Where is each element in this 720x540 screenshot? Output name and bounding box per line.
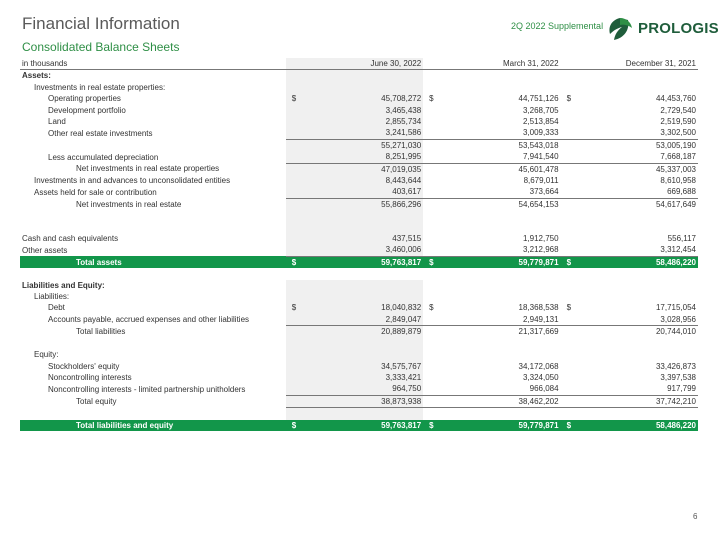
cell-value: 59,763,817 xyxy=(318,256,423,268)
row-label: Noncontrolling interests xyxy=(48,372,132,382)
cell-value: 3,009,333 xyxy=(455,127,560,139)
section-heading-row xyxy=(20,70,698,82)
cell-value: 45,337,003 xyxy=(655,164,696,174)
row-label: Land xyxy=(48,117,66,127)
row-label: Noncontrolling interests - limited partnership unitholders xyxy=(48,384,246,394)
spacer-row xyxy=(20,268,698,279)
currency-symbol: $ xyxy=(286,93,318,104)
cell-value: 3,312,454 xyxy=(593,244,698,256)
cell-value: 8,443,644 xyxy=(318,175,423,186)
row-label: Total liabilities and equity xyxy=(20,420,286,431)
cell-value: 7,941,540 xyxy=(455,151,560,163)
cell-value: 55,866,296 xyxy=(318,198,423,210)
cell-value: 964,750 xyxy=(318,383,423,395)
section-heading: Liabilities and Equity: xyxy=(22,280,105,290)
subsection-heading: Investments in real estate properties: xyxy=(34,82,166,92)
cell-value: 2,849,047 xyxy=(318,314,423,326)
cell-value: 33,426,873 xyxy=(655,361,696,371)
page-number: 6 xyxy=(693,512,698,521)
table-row xyxy=(20,127,698,139)
spacer-row xyxy=(20,222,698,233)
subsection-heading-row xyxy=(20,349,698,360)
currency-symbol: $ xyxy=(286,256,318,268)
table-row xyxy=(20,139,698,151)
cell-value: 53,543,018 xyxy=(518,140,559,150)
table-row xyxy=(20,175,698,186)
cell-value: 8,679,011 xyxy=(523,176,559,186)
cell-value: 53,005,190 xyxy=(655,140,696,150)
prologis-leaf-icon xyxy=(606,16,634,42)
currency-symbol: $ xyxy=(561,420,593,431)
currency-symbol: $ xyxy=(286,420,318,431)
cell-value: 3,302,500 xyxy=(593,127,698,139)
table-row xyxy=(20,244,698,256)
spacer-row xyxy=(20,210,698,221)
cell-value: 44,751,126 xyxy=(518,94,559,104)
cell-value: 3,397,538 xyxy=(660,372,696,382)
cell-value: 34,172,068 xyxy=(518,361,559,371)
section-heading: Assets: xyxy=(22,71,51,81)
cell-value: 966,084 xyxy=(455,383,560,395)
cell-value: 2,949,131 xyxy=(455,314,560,326)
row-label: Assets held for sale or contribution xyxy=(34,187,157,197)
spacer-row xyxy=(20,338,698,349)
row-label: Other real estate investments xyxy=(48,128,153,138)
cell-value: 8,251,995 xyxy=(318,151,423,163)
cell-value: 3,333,421 xyxy=(318,372,423,383)
cell-value: 437,515 xyxy=(318,233,423,244)
currency-symbol: $ xyxy=(561,256,593,268)
cell-value: 38,873,938 xyxy=(318,395,423,407)
row-label: Debt xyxy=(48,303,65,313)
cell-value: 3,324,050 xyxy=(522,372,559,382)
column-header: December 31, 2021 xyxy=(593,58,698,70)
cell-value: 54,617,649 xyxy=(655,199,696,209)
cell-value: 37,742,210 xyxy=(593,395,698,407)
total-liabilities-equity-row xyxy=(20,420,698,431)
column-header: March 31, 2022 xyxy=(455,58,560,70)
cell-value: 373,664 xyxy=(455,186,560,198)
table-row xyxy=(20,372,698,383)
currency-symbol: $ xyxy=(566,303,572,313)
cell-value: 2,855,734 xyxy=(318,116,423,127)
table-row xyxy=(20,163,698,175)
cell-value: 7,668,187 xyxy=(593,151,698,163)
cell-value: 1,912,750 xyxy=(522,234,559,244)
table-row xyxy=(20,198,698,210)
cell-value: 38,462,202 xyxy=(455,395,560,407)
subsection-heading-row xyxy=(20,291,698,302)
table-row xyxy=(20,116,698,127)
brand-name: PROLOGIS xyxy=(638,20,719,37)
cell-value: 59,763,817 xyxy=(318,420,423,431)
row-label: Total assets xyxy=(20,256,286,268)
table-row xyxy=(20,314,698,326)
row-label: Net investments in real estate properties xyxy=(76,164,220,174)
cell-value: 2,513,854 xyxy=(522,117,559,127)
subsection-heading: Liabilities: xyxy=(34,292,70,302)
row-label: Accounts payable, accrued expenses and other liabilities xyxy=(48,315,250,325)
table-row xyxy=(20,105,698,116)
row-label: Stockholders' equity xyxy=(48,361,120,371)
cell-value: 55,271,030 xyxy=(318,139,423,151)
cell-value: 2,729,540 xyxy=(660,105,696,115)
cell-value: 34,575,767 xyxy=(318,361,423,372)
table-row xyxy=(20,326,698,338)
cell-value: 3,028,956 xyxy=(593,314,698,326)
row-label: Less accumulated depreciation xyxy=(48,152,159,162)
cell-value: 59,779,871 xyxy=(455,420,560,431)
cell-value: 3,212,968 xyxy=(455,244,560,256)
cell-value: 3,241,586 xyxy=(318,127,423,139)
currency-symbol: $ xyxy=(423,420,455,431)
table-row xyxy=(20,361,698,372)
row-label: Operating properties xyxy=(48,94,121,104)
currency-symbol: $ xyxy=(429,94,434,104)
currency-symbol: $ xyxy=(286,302,318,313)
table-header-row xyxy=(20,58,698,70)
cell-value: 20,889,879 xyxy=(318,326,423,338)
prologis-logo xyxy=(606,16,719,42)
cell-value: 21,317,669 xyxy=(518,327,559,337)
cell-value: 58,486,220 xyxy=(593,256,698,268)
page-title: Financial Information xyxy=(22,14,180,33)
cell-value: 44,453,760 xyxy=(655,94,696,104)
cell-value: 2,519,590 xyxy=(660,117,696,127)
units-label: in thousands xyxy=(20,58,286,70)
row-label: Investments in and advances to unconsolidated entities xyxy=(34,176,231,186)
cell-value: 556,117 xyxy=(667,234,696,244)
table-row xyxy=(20,302,698,313)
cell-value: 917,799 xyxy=(593,383,698,395)
cell-value: 59,779,871 xyxy=(455,256,560,268)
cell-value: 18,368,538 xyxy=(518,303,559,313)
table-row xyxy=(20,151,698,163)
currency-symbol: $ xyxy=(429,303,434,313)
table-row xyxy=(20,383,698,395)
cell-value: 3,460,006 xyxy=(318,244,423,256)
cell-value: 18,040,832 xyxy=(318,302,423,313)
row-label: Net investments in real estate xyxy=(76,199,182,209)
cell-value: 669,688 xyxy=(593,186,698,198)
supplemental-label: 2Q 2022 Supplemental xyxy=(511,21,604,31)
subsection-heading: Equity: xyxy=(34,350,59,360)
spacer-row xyxy=(20,408,698,420)
cell-value: 58,486,220 xyxy=(593,420,698,431)
column-header: June 30, 2022 xyxy=(318,58,423,70)
table-row xyxy=(20,186,698,198)
row-label: Cash and cash equivalents xyxy=(22,234,119,244)
row-label: Other assets xyxy=(22,245,68,255)
balance-sheet-table xyxy=(20,58,698,431)
total-assets-row xyxy=(20,256,698,268)
section-heading-row xyxy=(20,280,698,291)
currency-symbol: $ xyxy=(566,94,572,104)
cell-value: 54,654,153 xyxy=(518,199,559,209)
table-row xyxy=(20,93,698,104)
row-label: Total liabilities xyxy=(76,327,126,337)
row-label: Development portfolio xyxy=(48,105,126,115)
cell-value: 403,617 xyxy=(318,186,423,198)
cell-value: 3,465,438 xyxy=(318,105,423,116)
currency-symbol: $ xyxy=(423,256,455,268)
cell-value: 20,744,010 xyxy=(655,327,696,337)
cell-value: 3,268,705 xyxy=(522,105,559,115)
cell-value: 45,601,478 xyxy=(518,164,559,174)
table-row xyxy=(20,233,698,244)
subsection-heading-row xyxy=(20,82,698,93)
row-label: Total equity xyxy=(76,396,117,406)
table-row xyxy=(20,395,698,407)
row-label xyxy=(20,139,286,151)
cell-value: 8,610,958 xyxy=(660,176,696,186)
cell-value: 45,708,272 xyxy=(318,93,423,104)
cell-value: 47,019,035 xyxy=(318,163,423,175)
page-subtitle: Consolidated Balance Sheets xyxy=(22,40,180,54)
cell-value: 17,715,054 xyxy=(655,303,696,313)
